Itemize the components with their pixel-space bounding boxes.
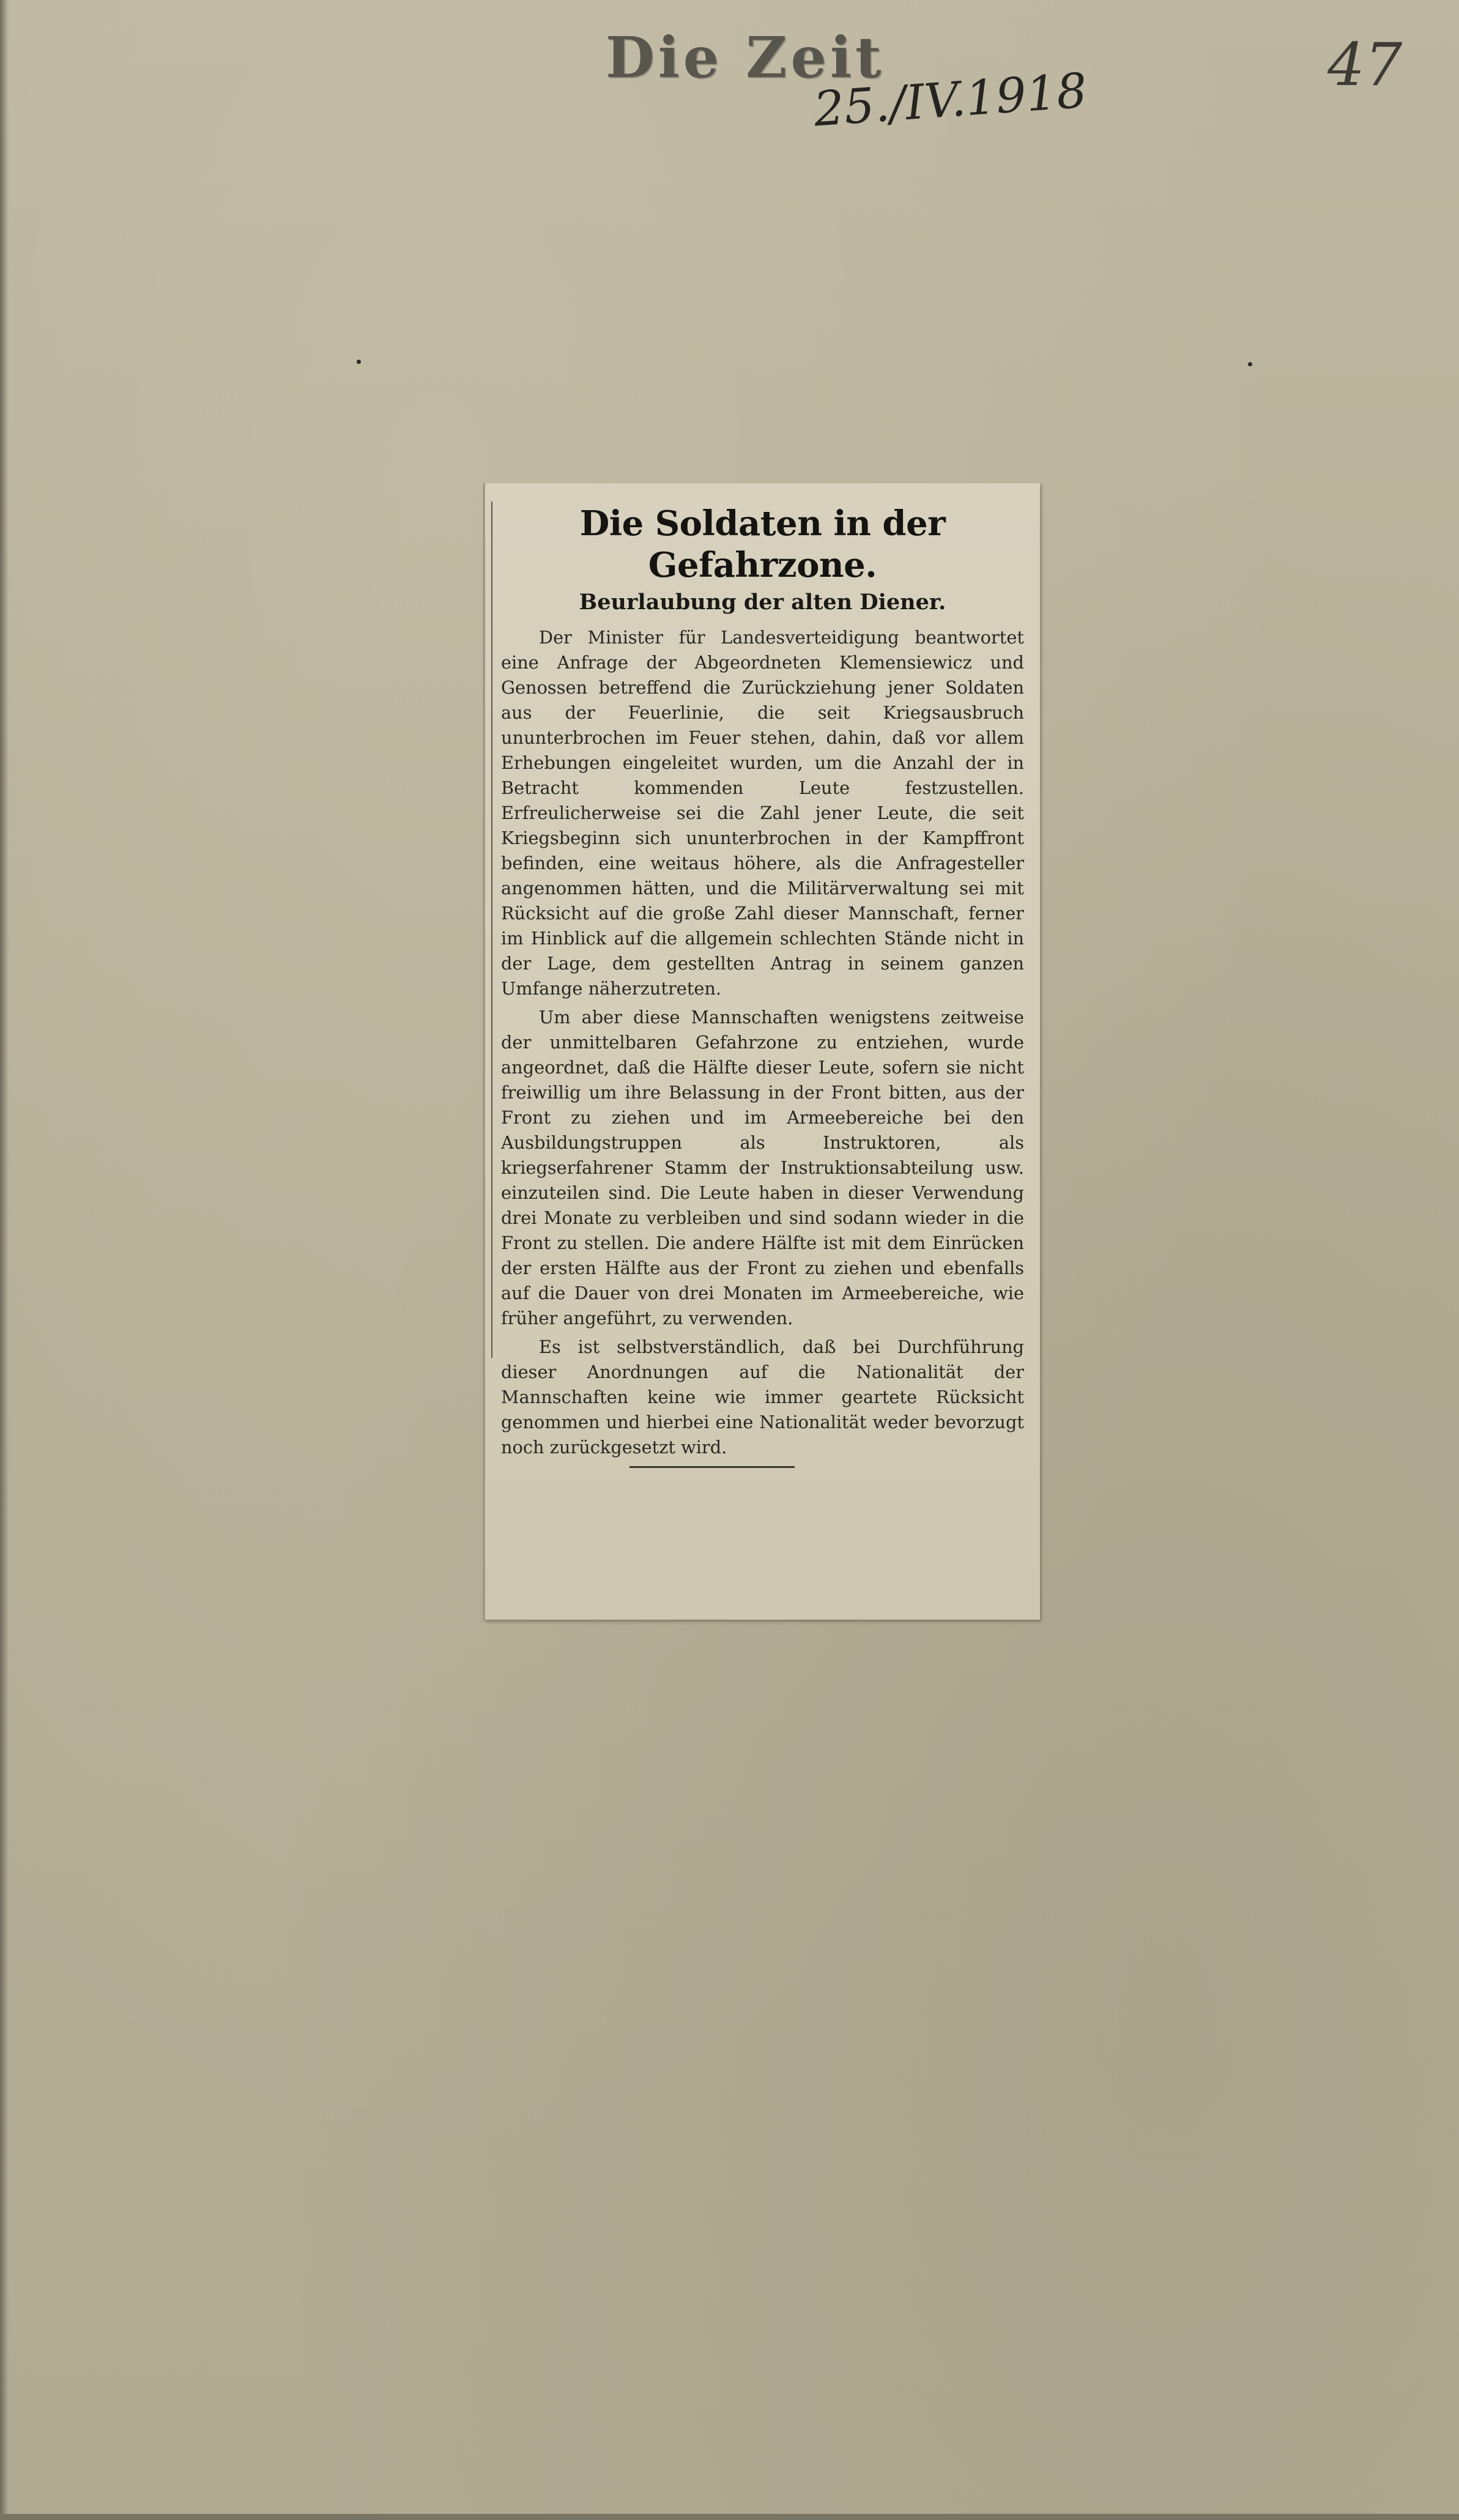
- pin-hole-mark: [357, 360, 361, 364]
- clipping-column-rule: [491, 502, 492, 1358]
- handwritten-date: 25./IV.1918: [812, 63, 1089, 138]
- article-paragraph: Um aber diese Mannschaften wenigstens zeitweise der unmittelbaren Gefahrzone zu entziehen, wurde angeordnet, daß die Hälfte dieser Leute, sofern sie nicht freiwillig um ihre Belassung in der Front bitten, aus der Front zu ziehen und im Armeebereiche bei den Ausbildungstruppen als Instruktoren, als kriegserfahrener Stamm der Instruktionsabteilung usw. einzuteilen sind. Die Leute haben in dieser Verwendung drei Monate zu verbleiben und sind sodann wieder in die Front zu stellen. Die andere Hälfte ist mit dem Einrücken der ersten Hälfte aus der Front zu ziehen und ebenfalls auf die Dauer von drei Monaten im Armeebereiche, wie früher angeführt, zu verwenden.: [501, 1007, 1024, 1329]
- sheet-left-edge: [0, 0, 9, 2520]
- article-subheadline: Beurlaubung der alten Diener.: [579, 590, 946, 615]
- folio-number: 47: [1327, 31, 1403, 99]
- article-end-rule: [629, 1466, 795, 1468]
- article-paragraph: Der Minister für Landesverteidigung beantwortet eine Anfrage der Abgeordneten Klemensiewicz und Genossen betreffend die Zurückziehung jener Soldaten aus der Feuerlinie, die seit Kriegsausbruch ununterbrochen im Feuer stehen, dahin, daß vor allem Erhebungen eingeleitet wurden, um die Anzahl der in Betracht kommenden Leute festzustellen. Erfreulicherweise sei die Zahl jener Leute, die seit Kriegsbeginn sich ununterbrochen in der Kampffront befinden, eine weitaus höhere, als die Anfragesteller angenommen hätten, und die Militärverwaltung sei mit Rücksicht auf die große Zahl dieser Mannschaft, ferner im Hinblick auf die allgemein schlechten Stände nicht in der Lage, dem gestellten Antrag in seinem ganzen Umfange näherzutreten.: [501, 627, 1024, 999]
- article-headline: Die Soldaten in der Gefahrzone.: [579, 503, 946, 585]
- newspaper-stamp: Die Zeit: [606, 24, 885, 91]
- pin-hole-mark: [1248, 362, 1252, 366]
- article-paragraph: Es ist selbstverständlich, daß bei Durchführung dieser Anordnungen auf die Nationalität der Mannschaften keine wie immer geartete Rücksicht genommen und hierbei eine Nationalität weder bevorzugt noch zurückgesetzt wird.: [501, 1336, 1024, 1458]
- newspaper-clipping: [483, 483, 1040, 1620]
- sheet-bottom-edge: [0, 2514, 1459, 2520]
